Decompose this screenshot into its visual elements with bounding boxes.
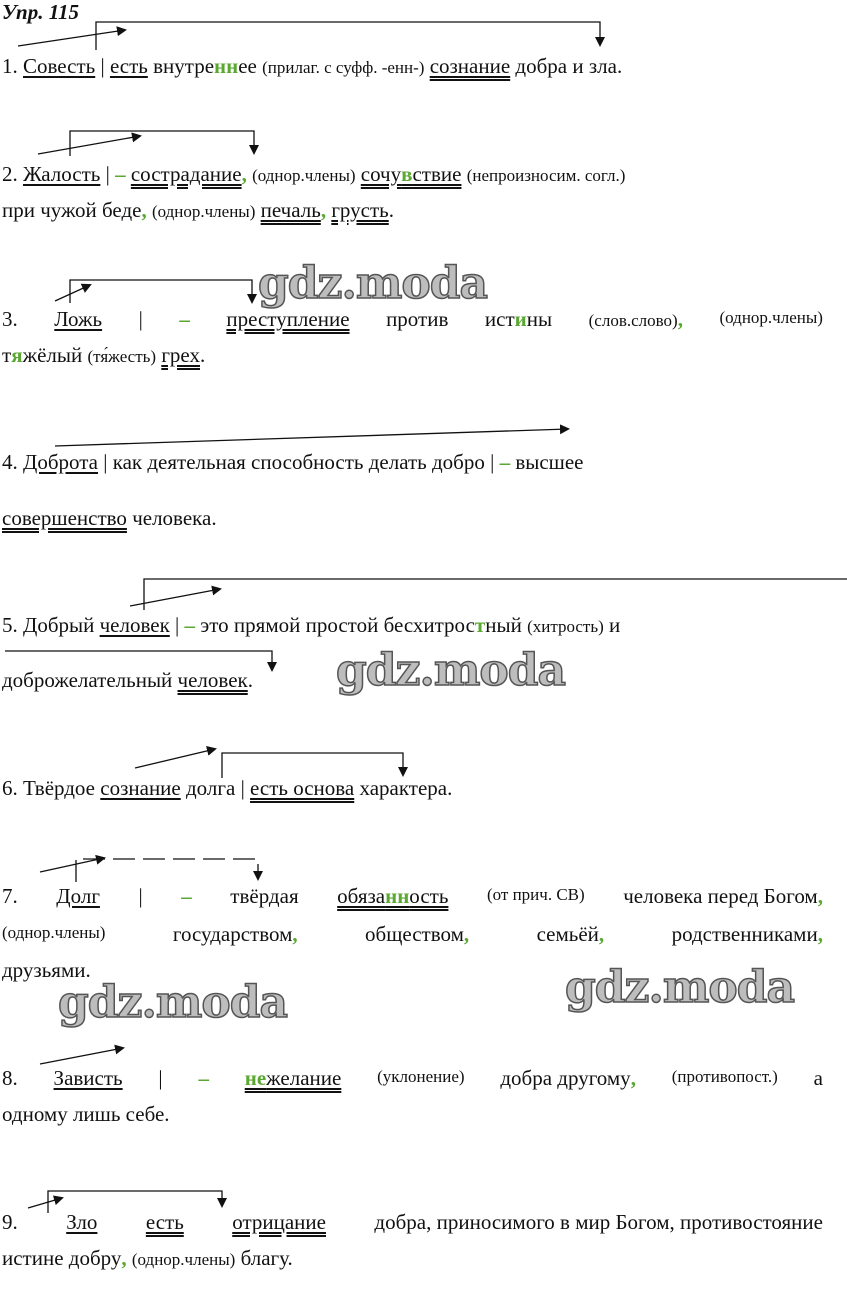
arrow-1a bbox=[18, 30, 125, 46]
dash: – bbox=[181, 884, 192, 908]
highlight-letters: нн bbox=[385, 884, 410, 908]
comma: , bbox=[241, 162, 247, 186]
subject: Совесть bbox=[23, 54, 96, 78]
predicate-noun: нежелание bbox=[244, 1066, 342, 1090]
comma: , bbox=[598, 922, 605, 946]
comma: , bbox=[677, 307, 683, 331]
dash: – bbox=[115, 162, 126, 186]
watermark-logo: gdz.moda bbox=[258, 258, 488, 309]
arrow-5b bbox=[144, 579, 847, 610]
arrow-2a bbox=[38, 136, 140, 154]
dash: – bbox=[198, 1066, 209, 1090]
text: Твёрдое bbox=[23, 776, 96, 800]
sentence-4-cont bbox=[2, 508, 217, 529]
highlight-letter: и bbox=[514, 307, 527, 331]
word: внутреннее bbox=[153, 54, 257, 78]
comma: , bbox=[292, 922, 298, 946]
grammar-note: (однор.члены) bbox=[719, 308, 823, 327]
highlight-letters: нн bbox=[214, 54, 239, 78]
text: добра, приносимого в мир Богом, противостояние bbox=[374, 1210, 823, 1234]
predicate-noun: преступление bbox=[226, 307, 350, 331]
subject: Доброта bbox=[23, 450, 98, 474]
predicate-noun: сознание bbox=[429, 54, 511, 78]
highlight-letter: в bbox=[401, 162, 413, 186]
watermark-logo: gdz.moda bbox=[565, 962, 795, 1013]
text: | как деятельная способность делать добро | bbox=[103, 450, 495, 474]
predicate-noun: совершенство bbox=[2, 506, 127, 530]
sentence-7 bbox=[2, 886, 823, 907]
comma: , bbox=[141, 198, 147, 222]
sentence-9-cont bbox=[2, 1248, 293, 1269]
arrow-9a bbox=[28, 1198, 62, 1208]
dash: – bbox=[184, 613, 196, 637]
sentence-3 bbox=[2, 309, 823, 330]
sentence-5-cont: доброжелательный человек. bbox=[2, 668, 253, 692]
sentence-number: 7. bbox=[2, 884, 18, 908]
grammar-note: (однор.члены) bbox=[252, 166, 356, 185]
sentence-number: 2. bbox=[2, 162, 18, 186]
sentence-2-cont: при чужой беде, (однор.члены) печаль, грусть. bbox=[2, 198, 394, 222]
separator: | bbox=[105, 162, 110, 186]
sentence-1 bbox=[2, 56, 622, 77]
text: одному лишь себе. bbox=[2, 1102, 170, 1126]
comma: , bbox=[121, 1246, 127, 1270]
text: а bbox=[813, 1066, 823, 1090]
arrow-8 bbox=[40, 1048, 123, 1064]
subject: Жалость bbox=[23, 162, 101, 186]
subject: Зло bbox=[66, 1210, 98, 1234]
predicate-noun: отрицание bbox=[232, 1210, 326, 1234]
text: при чужой беде bbox=[2, 198, 142, 222]
sentence-number: 9. bbox=[2, 1210, 18, 1234]
predicate-noun: человек bbox=[177, 668, 248, 692]
comma: , bbox=[817, 922, 823, 946]
arrow-3a bbox=[55, 285, 90, 301]
sentence-9 bbox=[2, 1212, 823, 1233]
grammar-note: (от прич. СВ) bbox=[486, 885, 585, 904]
sentence-7-cont: (однор.члены) государством, обществом, семьёй, родственниками, bbox=[2, 922, 823, 946]
grammar-note: (уклонение) bbox=[377, 1067, 465, 1086]
text: добра и зла. bbox=[515, 54, 623, 78]
dash: – bbox=[179, 307, 190, 331]
word: это прямой простой бесхитростный bbox=[200, 613, 522, 637]
grammar-note: (хитрость) bbox=[527, 617, 604, 636]
sentence-number: 4. bbox=[2, 450, 18, 474]
highlight-letter: я bbox=[11, 343, 23, 367]
predicate-noun: грусть bbox=[331, 198, 389, 222]
subject: Долг bbox=[56, 884, 100, 908]
grammar-note: (однор.члены) bbox=[131, 1250, 236, 1269]
subject: сознание bbox=[100, 776, 181, 800]
subject: человек bbox=[99, 613, 170, 637]
predicate-noun: сострадание bbox=[130, 162, 242, 186]
predicate-verb: есть bbox=[109, 54, 148, 78]
grammar-note: (прилаг. с суфф. -енн-) bbox=[262, 58, 425, 77]
sentence-2 bbox=[2, 164, 625, 185]
grammar-note: (слов.слово) bbox=[588, 311, 678, 330]
subject: Ложь bbox=[54, 307, 103, 331]
predicate-noun: сочувствие bbox=[360, 162, 462, 186]
watermark-logo: gdz.moda bbox=[336, 645, 566, 696]
text: и bbox=[609, 613, 621, 637]
grammar-note: (однор.члены) bbox=[151, 202, 256, 221]
sentence-number: 5. bbox=[2, 613, 18, 637]
comma: , bbox=[817, 884, 823, 908]
arrow-6b bbox=[222, 753, 403, 778]
grammar-note: (однор.члены) bbox=[2, 923, 106, 942]
arrow-7a bbox=[40, 858, 104, 872]
comma: , bbox=[630, 1066, 636, 1090]
sentence-number: 8. bbox=[2, 1066, 18, 1090]
predicate-noun: обязанность bbox=[337, 884, 449, 908]
grammar-note: (тя́жесть) bbox=[87, 347, 157, 366]
sentence-8: 8. Зависть | – нежелание (уклонение) добра другому, (противопост.) а bbox=[2, 1066, 823, 1090]
separator: | bbox=[100, 54, 105, 78]
exercise-title: Упр. 115 bbox=[2, 0, 80, 24]
grammar-note: (противопост.) bbox=[671, 1067, 778, 1086]
arrow-7b bbox=[76, 859, 258, 882]
text: Добрый bbox=[23, 613, 95, 637]
predicate-noun: печаль bbox=[260, 198, 321, 222]
arrow-4 bbox=[55, 429, 568, 446]
highlight-letter: т bbox=[474, 613, 486, 637]
sentence-number: 3. bbox=[2, 307, 18, 331]
separator: | bbox=[175, 613, 180, 637]
sentence-number: 6. bbox=[2, 776, 18, 800]
word: истины bbox=[484, 307, 553, 331]
text: характера. bbox=[359, 776, 453, 800]
highlight-letters: не bbox=[244, 1066, 267, 1090]
comma: , bbox=[320, 198, 327, 222]
sentence-6 bbox=[2, 778, 452, 799]
text: твёрдая bbox=[230, 884, 299, 908]
text: долга | bbox=[186, 776, 245, 800]
text-group: человека перед Богом, bbox=[623, 884, 823, 908]
text: истине добру bbox=[2, 1246, 122, 1270]
word: тяжёлый bbox=[2, 343, 83, 367]
sentence-number: 1. bbox=[2, 54, 18, 78]
predicate-noun: грех bbox=[161, 343, 200, 367]
sentence-5 bbox=[2, 615, 620, 636]
separator: | bbox=[158, 1066, 163, 1090]
text: против bbox=[386, 307, 449, 331]
text: доброжелательный bbox=[2, 668, 173, 692]
arrow-1b bbox=[96, 22, 600, 50]
note-group bbox=[589, 309, 683, 330]
predicate-verb: есть bbox=[145, 1210, 184, 1234]
text: друзьями. bbox=[2, 958, 91, 982]
comma: , bbox=[463, 922, 470, 946]
text: благу. bbox=[240, 1246, 293, 1270]
sentence-8-cont bbox=[2, 1104, 170, 1125]
arrow-6a bbox=[135, 749, 215, 768]
text: человека. bbox=[132, 506, 217, 530]
watermark-logo: gdz.moda bbox=[58, 977, 288, 1028]
sentence-4 bbox=[2, 452, 584, 473]
separator: | bbox=[138, 307, 143, 331]
predicate: есть основа bbox=[250, 776, 355, 800]
grammar-note: (непроизносим. согл.) bbox=[466, 166, 626, 185]
arrow-3b bbox=[70, 280, 252, 303]
sentence-3-cont: тяжёлый (тя́жесть) грех. bbox=[2, 343, 206, 367]
separator: | bbox=[138, 884, 143, 908]
text: высшее bbox=[515, 450, 584, 474]
subject: Зависть bbox=[53, 1066, 123, 1090]
dash: – bbox=[499, 450, 511, 474]
